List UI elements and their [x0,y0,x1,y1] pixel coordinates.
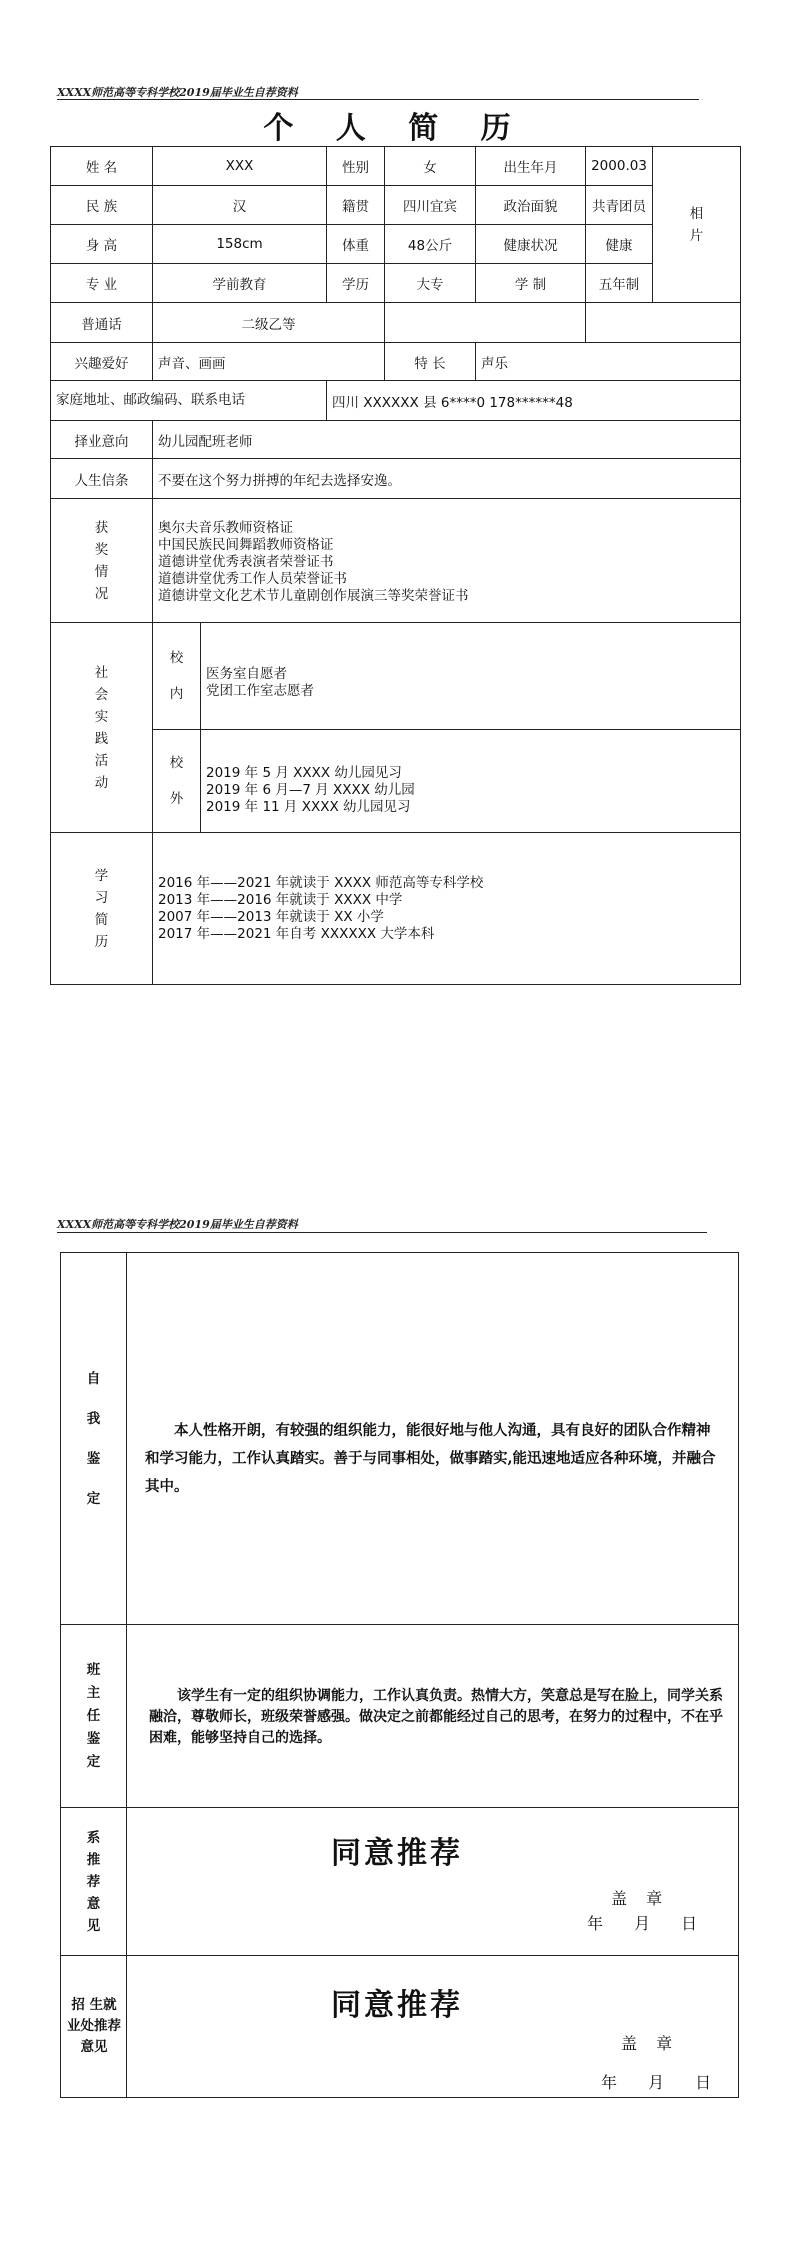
page-header: XXXX师范高等专科学校2019届毕业生自荐资料 [57,86,298,99]
study-list [153,833,741,985]
teacher-eval-text: 该学生有一定的组织协调能力，工作认真负责。热情大方，笑意总是写在脸上，同学关系融洽，尊敬师长，班级荣誉感强。做决定之前都能经过自己的思考，在努力的过程中，不在乎困难，能够坚持自己的选择。 [149,1687,723,1746]
ethnicity-label: 民 族 [51,186,153,225]
office-date-label: 年 月 日 [601,2073,712,2092]
practice-inner-item: 医务室自愿者 [206,666,287,682]
photo-label: 相片 [689,205,704,244]
health-value: 健康 [586,225,653,264]
mandarin-blank-1 [385,303,586,343]
education-label: 学历 [327,264,385,303]
dept-label: 系推荐意见 [86,1829,101,1934]
practice-outer-item: 2019 年 6 月—7 月 XXXX 幼儿园 [206,782,415,798]
resume-table [50,146,741,985]
evaluation-table [60,1252,739,2098]
practice-outer-label: 校外 [169,755,184,807]
specialty-value: 声乐 [476,343,741,381]
motto-label: 人生信条 [51,459,153,499]
practice-inner-item: 党团工作室志愿者 [206,683,314,699]
study-item: 2007 年——2013 年就读于 XX 小学 [158,908,384,925]
practice-outer-list [201,730,741,833]
native-value: 四川宜宾 [385,186,476,225]
office-label-cell [61,1956,127,2098]
study-label: 学习简历 [94,867,109,950]
practice-label-cell [51,623,153,833]
page2-header: XXXX师范高等专科学校2019届毕业生自荐资料 [57,1218,298,1231]
mandarin-value: 二级乙等 [153,303,385,343]
dept-opinion-text: 同意推荐 [331,1836,463,1871]
office-opinion-text: 同意推荐 [331,1988,463,2023]
political-label: 政治面貌 [476,186,586,225]
motto-value: 不要在这个努力拼搏的年纪去选择安逸。 [153,459,741,499]
duration-label: 学 制 [476,264,586,303]
height-value: 158cm [153,225,327,264]
practice-inner-label-cell [153,623,201,730]
self-eval-label-cell [61,1253,127,1625]
dept-opinion-cell [127,1808,739,1956]
political-value: 共青团员 [586,186,653,225]
name-value: XXX [153,147,327,186]
major-value: 学前教育 [153,264,327,303]
job-intent-value: 幼儿园配班老师 [153,421,741,459]
awards-label-cell [51,499,153,623]
birth-label: 出生年月 [476,147,586,186]
award-item: 道德讲堂文化艺术节儿童剧创作展演三等奖荣誉证书 [158,587,469,604]
office-seal-label: 盖 章 [621,2034,673,2053]
gender-value: 女 [385,147,476,186]
study-label-cell [51,833,153,985]
native-label: 籍贯 [327,186,385,225]
header-rule [57,99,699,100]
practice-outer-item: 2019 年 5 月 XXXX 幼儿园见习 [206,765,402,781]
practice-outer-label-cell [153,730,201,833]
hobby-value: 声音、画画 [153,343,385,381]
study-item: 2013 年——2016 年就读于 XXXX 中学 [158,891,403,908]
teacher-eval-label-cell [61,1625,127,1808]
address-value: 四川 XXXXXX 县 6****0 178******48 [327,381,741,421]
job-intent-label: 择业意向 [51,421,153,459]
practice-inner-list [201,623,741,730]
teacher-eval-label: 班主任鉴定 [86,1661,101,1770]
award-item: 道德讲堂优秀表演者荣誉证书 [158,553,334,570]
weight-label: 体重 [327,225,385,264]
self-eval-cell [127,1253,739,1625]
self-eval-label: 自我鉴定 [86,1370,101,1507]
self-eval-text: 本人性格开朗，有较强的组织能力，能很好地与他人沟通，具有良好的团队合作精神和学习能力，工作认真踏实。善于与同事相处，做事踏实,能迅速地适应各种环境，并融合其中。 [145,1421,716,1495]
address-label: 家庭地址、邮政编码、联系电话 [51,381,327,421]
health-label: 健康状况 [476,225,586,264]
teacher-eval-cell [127,1625,739,1808]
award-item: 中国民族民间舞蹈教师资格证 [158,536,334,553]
study-item: 2016 年——2021 年就读于 XXXX 师范高等专科学校 [158,874,484,891]
study-item: 2017 年——2021 年自考 XXXXXX 大学本科 [158,925,435,942]
mandarin-label: 普通话 [51,303,153,343]
name-label: 姓 名 [51,147,153,186]
duration-value: 五年制 [586,264,653,303]
award-item: 道德讲堂优秀工作人员荣誉证书 [158,570,347,587]
photo-box [653,147,741,303]
height-label: 身 高 [51,225,153,264]
mandarin-blank-2 [586,303,741,343]
awards-list [153,499,741,623]
education-value: 大专 [385,264,476,303]
award-item: 奥尔夫音乐教师资格证 [158,519,293,536]
specialty-label: 特 长 [385,343,476,381]
dept-date-label: 年 月 日 [587,1914,698,1933]
birth-value: 2000.03 [586,147,653,186]
practice-label: 社会实践活动 [94,664,109,791]
major-label: 专 业 [51,264,153,303]
dept-seal-label: 盖 章 [611,1889,663,1908]
gender-label: 性别 [327,147,385,186]
office-label: 招 生就业处推荐意见 [67,1997,121,2055]
resume-title: 个 人 简 历 [263,111,527,146]
page2-header-rule [57,1232,707,1233]
office-opinion-cell [127,1956,739,2098]
ethnicity-value: 汉 [153,186,327,225]
practice-inner-label: 校内 [169,650,184,702]
hobby-label: 兴趣爱好 [51,343,153,381]
weight-value: 48公斤 [385,225,476,264]
dept-label-cell [61,1808,127,1956]
awards-label: 获奖情况 [94,519,109,602]
practice-outer-item: 2019 年 11 月 XXXX 幼儿园见习 [206,799,411,815]
